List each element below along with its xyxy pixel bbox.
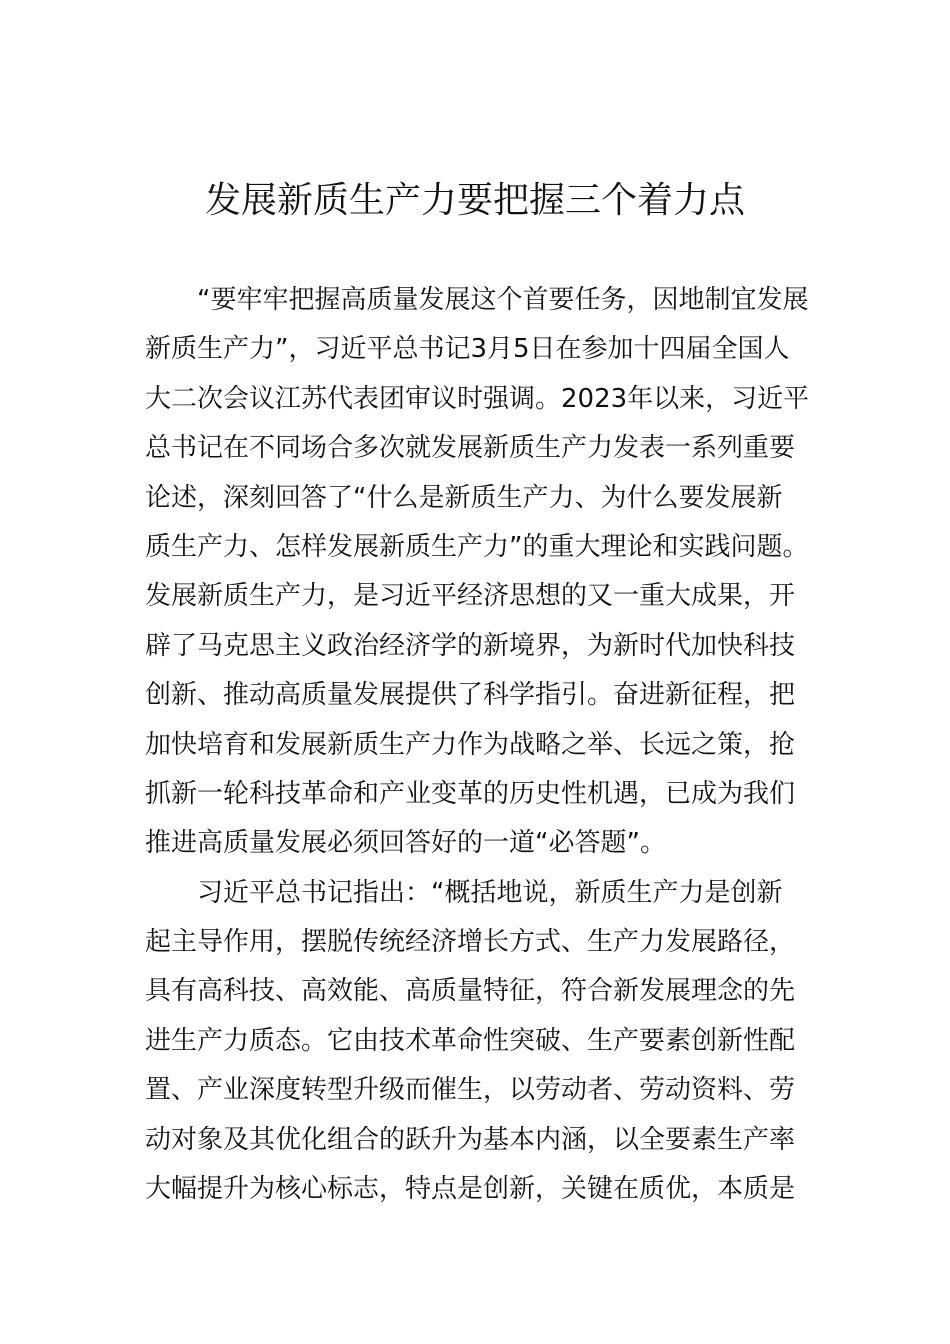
paragraph-2-line-3: 具有高科技、高效能、高质量特征，符合新发展理念的先 bbox=[145, 976, 796, 1007]
paragraph-2-line-4: 进生产力质态。它由技术革命性突破、生产要素创新性配 bbox=[145, 1025, 796, 1056]
paragraph-1-line-7: 发展新质生产力，是习近平经济思想的又一重大成果，开 bbox=[145, 581, 796, 612]
paragraph-1-line-9: 创新、推动高质量发展提供了科学指引。奋进新征程，把 bbox=[145, 680, 796, 711]
paragraph-1-line-4: 总书记在不同场合多次就发展新质生产力发表一系列重要 bbox=[145, 433, 796, 464]
paragraph-2-line-6: 动对象及其优化组合的跃升为基本内涵，以全要素生产率 bbox=[145, 1124, 796, 1155]
document-title: 发展新质生产力要把握三个着力点 bbox=[204, 180, 745, 221]
paragraph-1-line-6: 质生产力、怎样发展新质生产力”的重大理论和实践问题。 bbox=[145, 531, 809, 562]
paragraph-2-line-2: 起主导作用，摆脱传统经济增长方式、生产力发展路径， bbox=[145, 927, 796, 958]
paragraph-1-line-3: 大二次会议江苏代表团审议时强调。2023年以来，习近平 bbox=[145, 383, 810, 414]
paragraph-2-line-5: 置、产业深度转型升级而催生，以劳动者、劳动资料、劳 bbox=[145, 1075, 796, 1106]
paragraph-1-line-1: “要牢牢把握高质量发展这个首要任务，因地制宜发展 bbox=[197, 285, 809, 315]
paragraph-2-line-7: 大幅提升为核心标志，特点是创新，关键在质优，本质是 bbox=[145, 1174, 796, 1205]
document-body bbox=[145, 276, 810, 1214]
paragraph-1-line-12: 推进高质量发展必须回答好的一道“必答题”。 bbox=[145, 828, 666, 859]
paragraph-1-line-5: 论述，深刻回答了“什么是新质生产力、为什么要发展新 bbox=[145, 482, 783, 513]
paragraph-1-line-8: 辟了马克思主义政治经济学的新境界，为新时代加快科技 bbox=[145, 630, 796, 661]
paragraph-2-line-1: 习近平总书记指出：“概括地说，新质生产力是创新 bbox=[197, 877, 783, 908]
paragraph-1-line-10: 加快培育和发展新质生产力作为战略之举、长远之策，抢 bbox=[145, 729, 796, 760]
paragraph-1-line-2: 新质生产力”，习近平总书记3月5日在参加十四届全国人 bbox=[145, 334, 790, 365]
paragraph-1-line-11: 抓新一轮科技革命和产业变革的历史性机遇，已成为我们 bbox=[145, 778, 796, 809]
